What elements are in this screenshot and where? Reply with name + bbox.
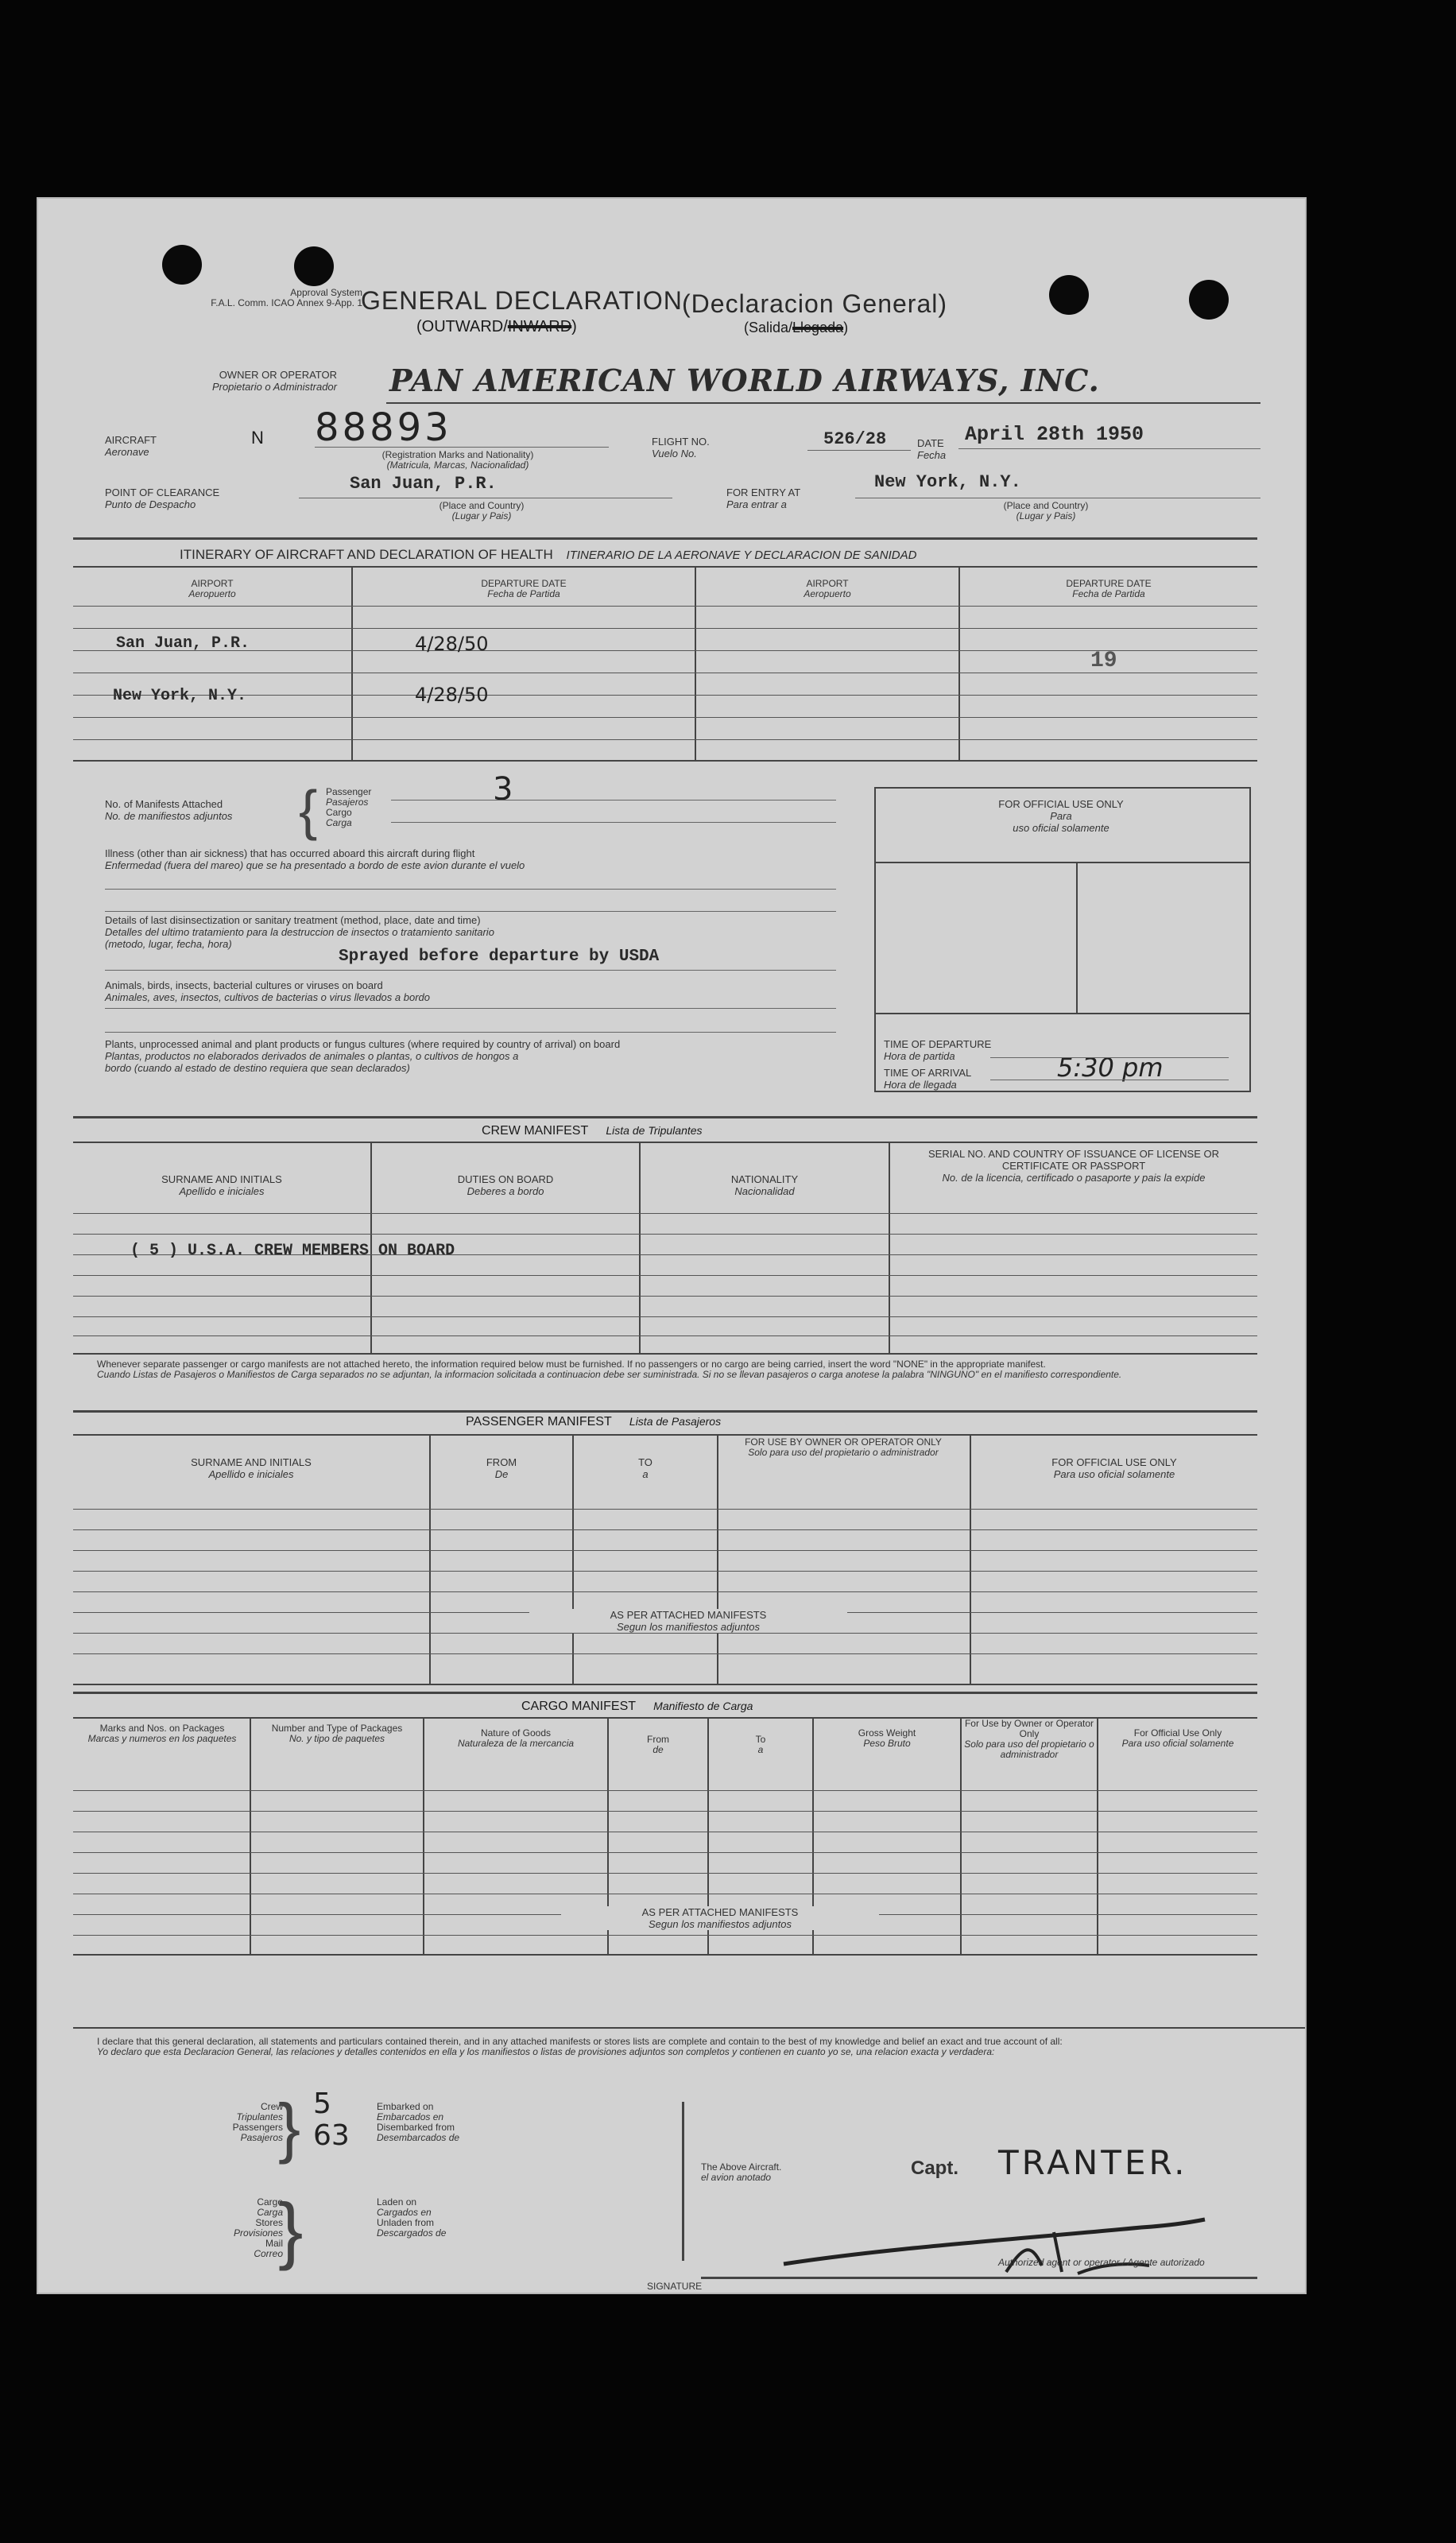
arrival-time-value: 5:30 pm xyxy=(1057,1052,1164,1083)
cargo-col-to: To a xyxy=(755,1734,766,1755)
passenger-col-name: SURNAME AND INITIALS Apellido e iniciales xyxy=(191,1456,312,1480)
passenger-manifest-count: 3 xyxy=(493,771,513,808)
official-use-title: FOR OFFICIAL USE ONLY Para uso oficial solamente xyxy=(998,798,1124,834)
owner-underline xyxy=(386,402,1260,404)
flight-number: 526/28 xyxy=(823,429,887,449)
passenger-col-to: TO a xyxy=(638,1456,652,1480)
itinerary-col-airport-2: AIRPORT Aeropuerto xyxy=(804,578,851,599)
crew-passengers-labels: Crew Tripulantes Passengers Pasajeros xyxy=(232,2101,283,2143)
entry-sublabel: (Place and Country) (Lugar y Pais) xyxy=(1003,500,1089,521)
cargo-col-official: For Official Use Only Para uso oficial solamente xyxy=(1121,1727,1234,1749)
aircraft-prefix: N xyxy=(251,428,264,448)
embark-labels: Embarked on Embarcados en Disembarked from Desembarcados de xyxy=(377,2101,460,2143)
itinerary-row-airport: New York, N.Y. xyxy=(113,687,247,705)
crew-entry: ( 5 ) U.S.A. CREW MEMBERS ON BOARD xyxy=(130,1242,455,1260)
owner-value: PAN AMERICAN WORLD AIRWAYS, INC. xyxy=(389,362,1100,398)
passenger-col-from: FROM De xyxy=(486,1456,517,1480)
passenger-manifest-title: PASSENGER MANIFEST Lista de Pasajeros xyxy=(466,1415,722,1428)
illness-label: Illness (other than air sickness) that has occurred aboard this aircraft during flight Enfermedad (fuera del mareo) que se ha presentado a bordo de este avion durante el vuelo xyxy=(105,847,525,871)
cargo-col-nature: Nature of Goods Naturaleza de la mercancia xyxy=(457,1727,575,1749)
aircraft-underline xyxy=(315,447,609,448)
crew-col-nationality: NATIONALITY Nacionalidad xyxy=(730,1173,799,1197)
form-title-es: (Declaracion General) xyxy=(682,289,948,318)
form-title: GENERAL DECLARATION xyxy=(361,286,683,315)
punch-hole xyxy=(294,246,334,286)
manifest-notice: Whenever separate passenger or cargo manifests are not attached hereto, the information required below must be furnished. If no passengers or no cargo are being carried, insert the word "NONE" in the appropriate manifest. Cuando Listas de Pasajeros o Manifiestos de Carga separados no se adjuntan, la informacion solicitada a continuacion debe ser suministrada. Si no se llevan pasajeros o carga anotese la palabra "NINGUNO" en el manifiesto correspondiente. xyxy=(97,1359,1122,1380)
captain-prefix: Capt. xyxy=(911,2157,958,2179)
crew-col-license: SERIAL NO. AND COUNTRY OF ISSUANCE OF LICENSE OR CERTIFICATE OR PASSPORT No. de la licencia, certificado o pasaporte y pais la expide xyxy=(928,1148,1219,1184)
plants-label: Plants, unprocessed animal and plant products or fungus cultures (where required by country of arrival) on board Plantas, productos no elaborados derivados de animales o plantas, o cultivos de hongos a bordo (cuando al estado de destino requiera que sean declarados) xyxy=(105,1038,621,1074)
punch-hole xyxy=(1049,275,1089,315)
cargo-col-weight: Gross Weight Peso Bruto xyxy=(858,1727,916,1749)
flight-date: April 28th 1950 xyxy=(965,423,1144,446)
brace-1: } xyxy=(278,2090,301,2165)
form-subtitle: (OUTWARD/INWARD) xyxy=(416,318,577,335)
form-subtitle-es: (Salida/Llegada) xyxy=(744,320,849,335)
clearance-value: San Juan, P.R. xyxy=(350,474,497,494)
owner-label: OWNER OR OPERATOR Propietario o Administrador xyxy=(211,369,337,393)
cargo-col-owner: For Use by Owner or Operator Only Solo para uso del propietario o administrador xyxy=(964,1718,1094,1760)
declaration-text: I declare that this general declaration, all statements and particulars contained therein, and in any attached manifests or stores lists are complete and contain to the best of my knowledge and belief an exact and true account of all: Yo declaro que esta Declaracion General, las relaciones y detalles contenidos en ella y los manifiestos o listas de provisiones adjuntos son completos y contienen en cuanto yo se, una relacion exacta y verdadera: xyxy=(97,2036,1063,2057)
entry-label: FOR ENTRY AT Para entrar a xyxy=(726,487,801,510)
arrival-time-label: TIME OF ARRIVAL Hora de llegada xyxy=(884,1067,972,1091)
clearance-sublabel: (Place and Country) (Lugar y Pais) xyxy=(439,500,525,521)
crew-col-name: SURNAME AND INITIALS Apellido e iniciales xyxy=(161,1173,282,1197)
cargo-col-marks: Marks and Nos. on Packages Marcas y numeros en los paquetes xyxy=(87,1723,237,1744)
signature-label: SIGNATURE xyxy=(647,2281,703,2292)
itinerary-col-airport: AIRPORT Aeropuerto xyxy=(188,578,236,599)
itinerary-row-date: 4/28/50 xyxy=(415,633,489,655)
cargo-col-from: From de xyxy=(647,1734,669,1755)
date-label: DATE Fecha xyxy=(917,437,947,461)
struck-word: INWARD xyxy=(507,318,572,335)
approval-line: Approval System F.A.L. Comm. ICAO Annex 9-App. 1 xyxy=(211,287,362,308)
flight-label: FLIGHT NO. Vuelo No. xyxy=(652,436,710,459)
aircraft-registration: 88893 xyxy=(315,405,452,450)
cargo-col-number: Number and Type of Packages No. y tipo de paquetes xyxy=(271,1723,403,1744)
above-aircraft-label: The Above Aircraft. el avion anotado xyxy=(701,2161,782,2183)
itinerary-top-line xyxy=(73,537,1257,540)
passenger-col-official: FOR OFFICIAL USE ONLY Para uso oficial solamente xyxy=(1051,1456,1177,1480)
itinerary-col-date: DEPARTURE DATE Fecha de Partida xyxy=(481,578,567,599)
itinerary-head-line xyxy=(73,566,1257,568)
clearance-label: POINT OF CLEARANCE Punto de Despacho xyxy=(105,487,220,510)
manifests-label: No. of Manifests Attached No. de manifiestos adjuntos xyxy=(105,798,233,822)
aircraft-label: AIRCRAFT Aeronave xyxy=(105,434,157,458)
itinerary-col-date-2: DEPARTURE DATE Fecha de Partida xyxy=(1066,578,1152,599)
cargo-manifest-title: CARGO MANIFEST Manifiesto de Carga xyxy=(521,1700,753,1713)
itinerary-title: ITINERARY OF AIRCRAFT AND DECLARATION OF HEALTH ITINERARIO DE LA AERONAVE Y DECLARACION DE SANIDAD xyxy=(180,547,917,562)
disinsect-value: Sprayed before departure by USDA xyxy=(339,948,660,966)
punch-hole xyxy=(162,245,202,285)
passenger-col-owner: FOR USE BY OWNER OR OPERATOR ONLY Solo para uso del propietario o administrador xyxy=(745,1436,942,1458)
struck-word-es: Llegada xyxy=(792,320,844,335)
animals-label: Animals, birds, insects, bacterial cultures or viruses on board Animales, aves, insectos, cultivos de bacterias o virus llevados a bordo xyxy=(105,979,430,1003)
itinerary-row-airport: San Juan, P.R. xyxy=(116,634,250,653)
manifests-brace: { xyxy=(299,779,318,841)
declaration-form xyxy=(37,197,1307,2294)
brace-2: } xyxy=(278,2188,304,2271)
crew-count: 5 xyxy=(313,2088,331,2120)
laden-labels: Laden on Cargados en Unladen from Descargados de xyxy=(377,2196,447,2239)
passenger-attached-note: AS PER ATTACHED MANIFESTS Segun los manifiestos adjuntos xyxy=(529,1609,847,1633)
aircraft-sublabel: (Registration Marks and Nationality) (Matricula, Marcas, Nacionalidad) xyxy=(381,449,534,471)
captain-name: TRANTER. xyxy=(998,2143,1188,2182)
disinsect-label: Details of last disinsectization or sanitary treatment (method, place, date and time) Detalles del ultimo tratamiento para la destruccion de insectos o tratamiento sanitario (metodo, lugar, fecha, hora) xyxy=(105,914,494,950)
itinerary-row-date2: 19 xyxy=(1090,649,1117,673)
crew-title: CREW MANIFEST Lista de Tripulantes xyxy=(482,1124,703,1138)
date-underline xyxy=(958,448,1260,449)
punch-hole xyxy=(1189,280,1229,320)
entry-value: New York, N.Y. xyxy=(874,472,1021,492)
departure-time-label: TIME OF DEPARTURE Hora de partida xyxy=(884,1038,992,1062)
crew-col-duties: DUTIES ON BOARD Deberes a bordo xyxy=(457,1173,554,1197)
itinerary-row-date: 4/28/50 xyxy=(415,684,489,706)
cargo-attached-note: AS PER ATTACHED MANIFESTS Segun los manifiestos adjuntos xyxy=(561,1906,879,1930)
manifests-types: Passenger Pasajeros Cargo Carga xyxy=(326,786,372,828)
flight-underline xyxy=(807,450,911,451)
passenger-count: 63 xyxy=(313,2119,350,2152)
agent-label: Authorized agent or operator / Agente autorizado xyxy=(998,2257,1205,2268)
cargo-stores-labels: Cargo Carga Stores Provisiones Mail Correo xyxy=(233,2196,283,2259)
